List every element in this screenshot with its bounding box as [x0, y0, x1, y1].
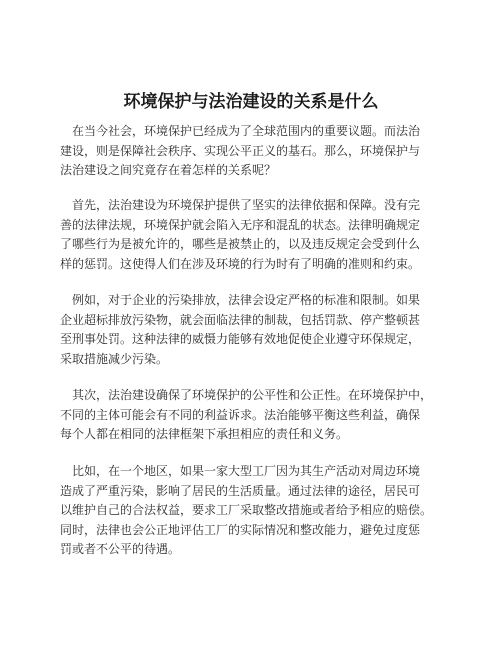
paragraph-example-factory: [60, 462, 460, 560]
text-line: 企业超标排放污染物，就会面临法律的制裁，包括罚款、停产整顿甚: [60, 312, 421, 327]
text-line: 例如，对于企业的污染排放，法律会设定严格的标准和限制。如果: [60, 293, 421, 307]
text-line: 罚或者不公平的待遇。: [60, 542, 181, 556]
text-line: 比如，在一个地区，如果一家大型工厂因为其生产活动对周边环境: [60, 464, 421, 478]
text-line: 了哪些行为是被允许的，哪些是被禁止的，以及违反规定会受到什么: [60, 237, 421, 251]
text-line: 在当今社会，环境保护已经成为了全球范围内的重要议题。而法治: [60, 124, 421, 138]
text-line: 法治建设之间究竟存在着怎样的关系呢？: [60, 163, 277, 177]
text-line: 每个人都在相同的法律框架下承担相应的责任和义务。: [60, 427, 349, 441]
text-line: 其次，法治建设确保了环境保护的公平性和公正性。在环境保护中，: [60, 388, 433, 402]
text-line: 以维护自己的合法权益，要求工厂采取整改措施或者给予相应的赔偿。: [60, 503, 433, 517]
text-line: 建设，则是保障社会秩序、实现公平正义的基石。那么，环境保护与: [60, 143, 421, 158]
text-line: 样的惩罚。这使得人们在涉及环境的行为时有了明确的准则和约束。: [60, 256, 421, 271]
text-line: 首先，法治建设为环境保护提供了坚实的法律依据和保障。没有完: [60, 198, 421, 212]
paragraph-second-point: [60, 386, 460, 445]
text-line: 同时，法律也会公正地评估工厂的实际情况和整改能力，避免过度惩: [60, 522, 421, 537]
paragraph-first-point: [60, 196, 460, 274]
paragraph-intro: [60, 122, 460, 181]
text-line: 至刑事处罚。这种法律的威慑力能够有效地促使企业遵守环保规定，: [60, 332, 421, 346]
page-title: 环境保护与法治建设的关系是什么: [123, 92, 379, 112]
paragraph-example-enterprise: [60, 291, 460, 369]
text-line: 采取措施减少污染。: [60, 351, 169, 366]
text-line: 造成了严重污染，影响了居民的生活质量。通过法律的途径，居民可: [60, 483, 421, 498]
text-line: 善的法律法规，环境保护就会陷入无序和混乱的状态。法律明确规定: [60, 217, 421, 232]
text-line: 不同的主体可能会有不同的利益诉求。法治能够平衡这些利益，确保: [60, 407, 421, 422]
